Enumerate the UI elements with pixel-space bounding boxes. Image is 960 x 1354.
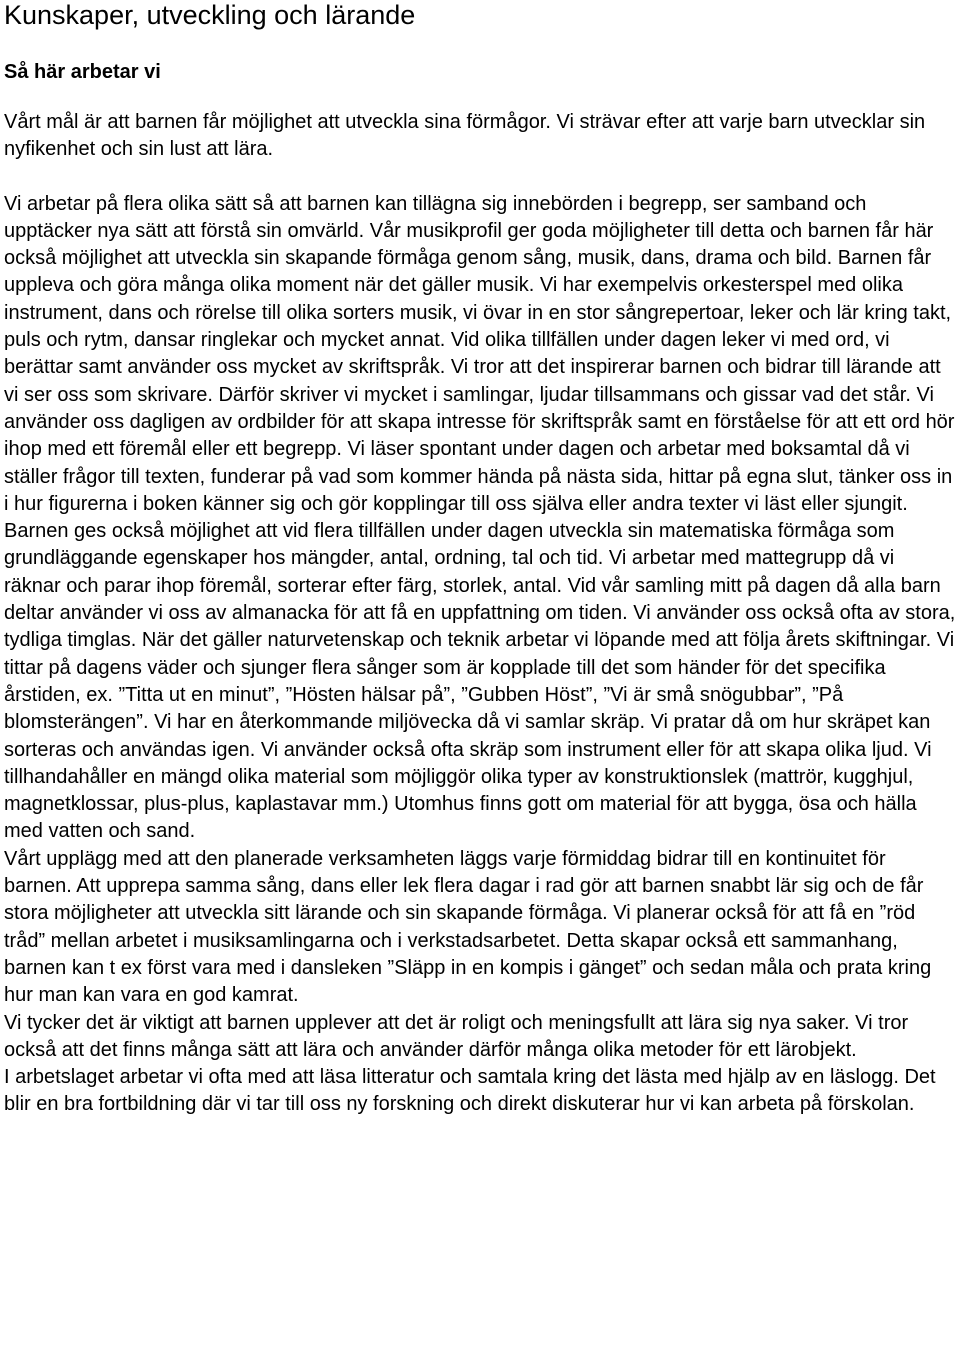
paragraph-methods: Vi arbetar på flera olika sätt så att barnen kan tillägna sig innebörden i begrepp, ser samband och upptäcker nya sätt att förstå sin omvärld. Vår musikprofil ger goda möjligheter till detta och barnen får här också möjlighet att utveckla sin skapande förmåga genom sång, musik, dans, drama och bild. Barnen får uppleva och göra många olika moment när det gäller musik. Vi har exempelvis orkesterspel med olika instrument, dans och rörelse till olika sorters musik, vi övar in en stor sångrepertoar, leker och lär kring takt, puls och rytm, dansar ringlekar och mycket annat. Vid olika tillfällen under dagen leker vi med ord, vi berättar samt använder oss mycket av skriftspråk. Vi tror att det inspirerar barnen och bidrar till lärande att vi ser oss som skrivare. Därför skriver vi mycket i samlingar, ljudar tillsammans och gissar vad det står. Vi använder oss dagligen av ordbilder för att skapa intresse för skriftspråk samt en förståelse för att ett ord hör ihop med ett föremål eller ett begrepp. Vi läser spontant under dagen och arbetar med boksamtal då vi ställer frågor till texten, funderar på vad som kommer hända på nästa sida, hittar på egna slut, tänker oss in i hur figurerna i boken känner sig och gör kopplingar till oss själva eller andra texter vi läst eller sjungit. Barnen ges också möjlighet att vid flera tillfällen under dagen utveckla sin matematiska förmåga som grundläggande egenskaper hos mängder, antal, ordning, tal och tid. Vi arbetar med mattegrupp då vi räknar och parar ihop föremål, sorterar efter färg, storlek, antal. Vid vår samling mitt på dagen då alla barn deltar använder vi oss av almanacka för att få en uppfattning om tiden. Vi använder oss också ofta av stora, tydliga timglas. När det gäller naturvetenskap och teknik arbetar vi löpande med att följa årets skiftningar. Vi tittar på dagens väder och sjunger flera sånger som är kopplade till det som händer för det specifika årstiden, ex. ”Titta ut en minut”, ”Hösten hälsar på”, ”Gubben Höst”, ”Vi är små snögubbar”, ”På blomsterängen”. Vi har en återkommande miljövecka då vi samlar skräp. Vi pratar då om hur skräpet kan sorteras och användas igen. Vi använder också ofta skräp som instrument eller för att skapa olika ljud. Vi tillhandahåller en mängd olika material som möjliggör olika typer av konstruktionslek (mattrör, kugghjul, magnetklossar, plus-plus, kaplastavar mm.) Utomhus finns gott om material för att bygga, ösa och hälla med vatten och sand. bbox=[4, 192, 956, 843]
paragraph-staff-development: I arbetslaget arbetar vi ofta med att läsa litteratur och samtala kring det lästa med hjälp av en läslogg. Det blir en bra fortbildning där vi tar till oss ny forskning och direkt diskuterar hur vi kan arbeta på förskolan. bbox=[4, 1066, 936, 1116]
document-title: Kunskaper, utveckling och lärande bbox=[4, 0, 416, 30]
document-page bbox=[4, 0, 956, 1119]
section-heading: Så här arbetar vi bbox=[4, 61, 161, 83]
paragraph-planning: Vårt upplägg med att den planerade verksamheten läggs varje förmiddag bidrar till en kontinuitet för barnen. Att upprepa samma sång, dans eller lek flera dagar i rad gör att barnen snabbt lär sig och de får stora möjligheter att utveckla sitt lärande och sin skapande förmåga. Vi planerar också för att få en ”röd tråd” mellan arbetet i musiksamlingarna och i verkstadsarbetet. Detta skapar också ett sammanhang, barnen kan t ex först vara med i dansleken ”Släpp in en kompis i gänget” och sedan måla och prata kring hur man kan vara en god kamrat. bbox=[4, 847, 932, 1007]
paragraph-goal: Vårt mål är att barnen får möjlighet att utveckla sina förmågor. Vi strävar efter att varje barn utvecklar sin nyfikenhet och sin lust att lära. bbox=[4, 111, 926, 161]
paragraph-meaningful-learning: Vi tycker det är viktigt att barnen upplever att det är roligt och meningsfullt att lära sig nya saker. Vi tror också att det finns många sätt att lära och använder därför många olika metoder för ett lärobjekt. bbox=[4, 1011, 909, 1061]
